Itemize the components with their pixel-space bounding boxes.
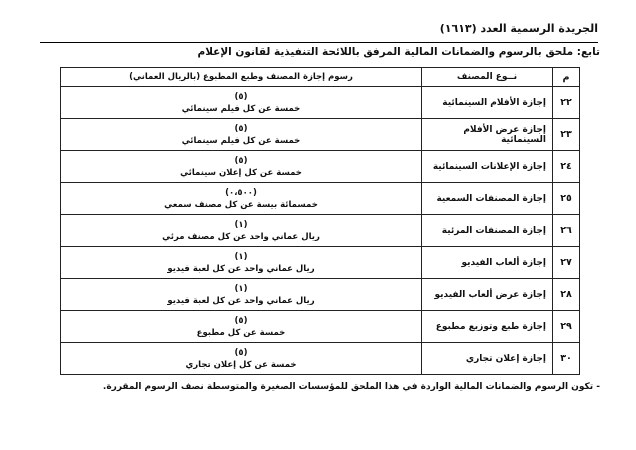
fee-cell [61, 343, 422, 375]
table-row [61, 183, 580, 215]
row-number: ٢٨ [553, 279, 580, 311]
table-row [61, 311, 580, 343]
work-type: إجازة الأفلام السينمائية [422, 87, 553, 119]
work-type: إجازة عرض الأفلام السينمائية [422, 119, 553, 151]
fee-cell [61, 311, 422, 343]
fee-description: خمسة عن كل فيلم سينمائي [181, 135, 301, 146]
table-row [61, 343, 580, 375]
fee-cell [61, 247, 422, 279]
fee-description: خمسة عن كل إعلان تجاري [185, 359, 297, 370]
fee-amount: (٥) [234, 347, 248, 358]
fee-description: خمسمائة بيسة عن كل مصنف سمعي [164, 199, 318, 210]
fee-cell [61, 119, 422, 151]
fee-cell [61, 279, 422, 311]
work-type: إجازة عرض ألعاب الفيديو [422, 279, 553, 311]
work-type: إجازة الإعلانات السينمائية [422, 151, 553, 183]
fee-amount: (١) [234, 219, 248, 230]
table-header-row [61, 68, 580, 87]
table-row [61, 119, 580, 151]
fee-cell [61, 183, 422, 215]
fee-amount: (٠،٥٠٠) [225, 187, 257, 198]
fee-amount: (٥) [234, 315, 248, 326]
fee-cell [61, 215, 422, 247]
fee-description: خمسة عن كل فيلم سينمائي [181, 103, 301, 114]
fee-description: خمسة عن كل مطبوع [196, 327, 286, 338]
column-header-fees: رسوم إجازة المصنف وطبع المطبوع (بالريال العماني) [61, 68, 422, 87]
fee-amount: (٥) [234, 155, 248, 166]
work-type: إجازة ألعاب الفيديو [422, 247, 553, 279]
fee-cell [61, 87, 422, 119]
row-number: ٢٤ [553, 151, 580, 183]
fee-description: خمسة عن كل إعلان سينمائي [180, 167, 302, 178]
fee-amount: (٥) [234, 91, 248, 102]
row-number: ٢٥ [553, 183, 580, 215]
gazette-title: الجريدة الرسمية العدد (١٦١٣) [439, 22, 598, 35]
fee-amount: (١) [234, 251, 248, 262]
work-type: إجازة المصنفات السمعية [422, 183, 553, 215]
fee-cell [61, 151, 422, 183]
work-type: إجازة إعلان تجاري [422, 343, 553, 375]
fees-table [60, 67, 580, 375]
fee-description: ريال عماني واحد عن كل لعبة فيديو [167, 295, 315, 306]
table-row [61, 151, 580, 183]
table-row [61, 247, 580, 279]
table-row [61, 279, 580, 311]
row-number: ٢٣ [553, 119, 580, 151]
fee-description: ريال عماني واحد عن كل مصنف مرئي [162, 231, 320, 242]
annex-title: تابع: ملحق بالرسوم والضمانات المالية المرفق باللائحة التنفيذية لقانون الإعلام [197, 46, 600, 58]
table-row [61, 215, 580, 247]
page-header [40, 20, 598, 43]
fee-description: ريال عماني واحد عن كل لعبة فيديو [167, 263, 315, 274]
table-row [61, 87, 580, 119]
row-number: ٢٧ [553, 247, 580, 279]
row-number: ٢٢ [553, 87, 580, 119]
work-type: إجازة طبع وتوزيع مطبوع [422, 311, 553, 343]
fee-amount: (١) [234, 283, 248, 294]
footnote: - تكون الرسوم والضمانات المالية الواردة في هذا الملحق للمؤسسات الصغيرة والمتوسطة نصف الرسوم المقررة. [102, 382, 600, 392]
fee-amount: (٥) [234, 123, 248, 134]
column-header-type: نــوع المصنف [422, 68, 553, 87]
row-number: ٢٦ [553, 215, 580, 247]
work-type: إجازة المصنفات المرئية [422, 215, 553, 247]
column-header-number: م [553, 68, 580, 87]
row-number: ٣٠ [553, 343, 580, 375]
row-number: ٢٩ [553, 311, 580, 343]
